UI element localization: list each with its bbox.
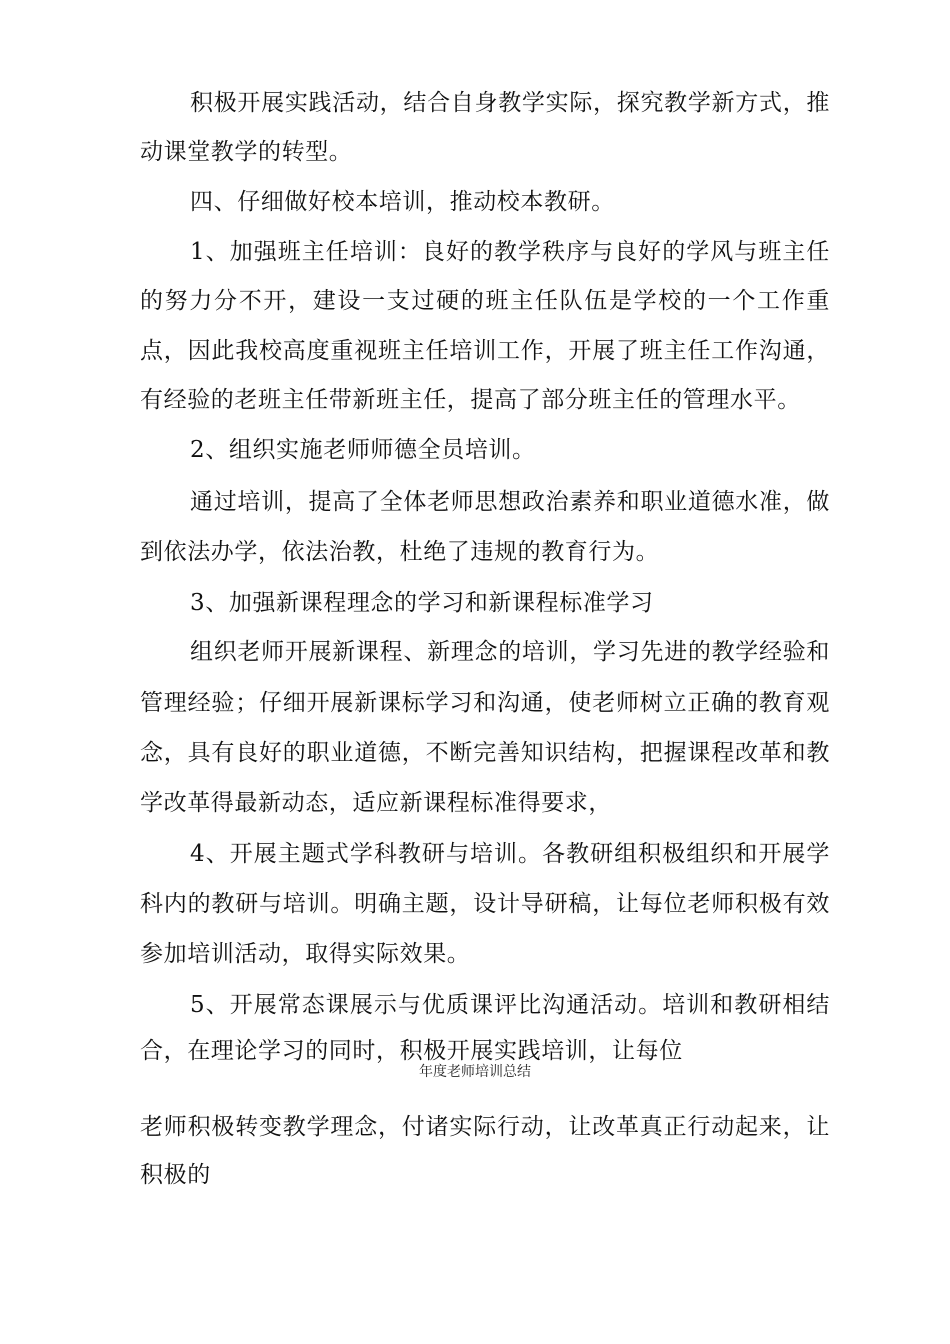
paragraph-line: 5、开展常态课展示与优质课评比沟通活动。培训和教研相结: [190, 992, 830, 1018]
paragraph-line: 组织老师开展新课程、新理念的培训，学习先进的教学经验和: [190, 639, 830, 665]
paragraph-line: 老师积极转变教学理念，付诸实际行动，让改革真正行动起来，让: [140, 1114, 830, 1140]
list-item-heading: 2、组织实施老师师德全员培训。: [190, 437, 536, 463]
paragraph-line: 点，因此我校高度重视班主任培训工作，开展了班主任工作沟通，: [140, 338, 830, 364]
paragraph-line: 积极的: [140, 1162, 211, 1188]
paragraph-line: 4、开展主题式学科教研与培训。各教研组积极组织和开展学: [190, 841, 830, 867]
paragraph-line: 科内的教研与培训。明确主题，设计导研稿，让每位老师积极有效: [140, 891, 830, 917]
paragraph-line: 合，在理论学习的同时，积极开展实践培训，让每位: [140, 1038, 683, 1064]
paragraph-line: 到依法办学，依法治教，杜绝了违规的教育行为。: [140, 539, 660, 565]
paragraph-line: 的努力分不开，建设一支过硬的班主任队伍是学校的一个工作重: [140, 288, 830, 314]
paragraph-line: 参加培训活动，取得实际效果。: [140, 941, 471, 967]
list-item-heading: 3、加强新课程理念的学习和新课程标准学习: [190, 590, 654, 616]
paragraph-line: 1、加强班主任培训：良好的教学秩序与良好的学风与班主任: [190, 239, 830, 265]
paragraph-line: 动课堂教学的转型。: [140, 139, 353, 165]
page-footer-title: 年度老师培训总结: [419, 1064, 531, 1080]
section-heading: 四、仔细做好校本培训，推动校本教研。: [190, 189, 615, 215]
paragraph-line: 积极开展实践活动，结合自身教学实际，探究教学新方式，推: [190, 90, 830, 116]
paragraph-line: 管理经验；仔细开展新课标学习和沟通，使老师树立正确的教育观: [140, 690, 830, 716]
paragraph-line: 学改革得最新动态，适应新课程标准得要求，: [140, 790, 612, 816]
paragraph-line: 有经验的老班主任带新班主任，提高了部分班主任的管理水平。: [140, 387, 801, 413]
paragraph-line: 念，具有良好的职业道德，不断完善知识结构，把握课程改革和教: [140, 740, 830, 766]
paragraph-line: 通过培训，提高了全体老师思想政治素养和职业道德水准，做: [190, 489, 830, 515]
